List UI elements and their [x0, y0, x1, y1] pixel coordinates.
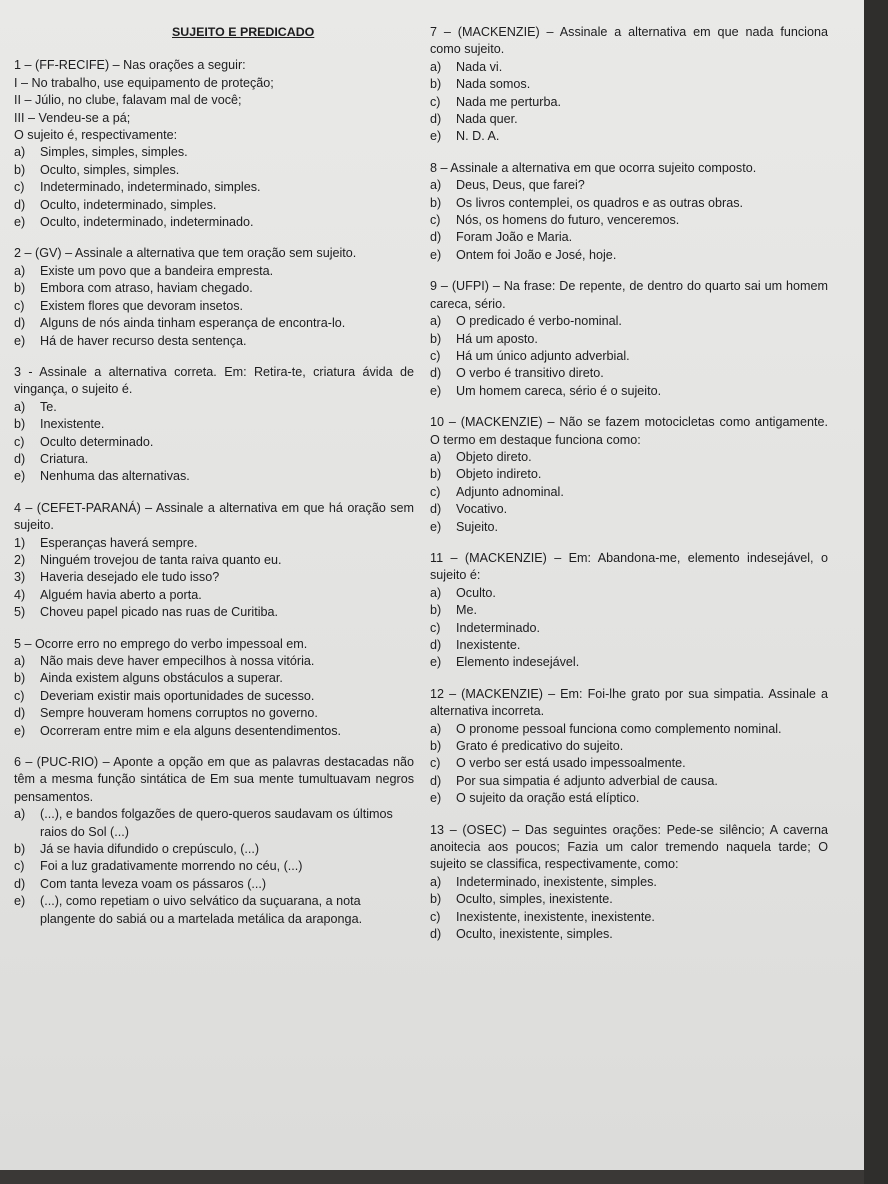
option-text: Choveu papel picado nas ruas de Curitiba. [40, 605, 279, 620]
option-text: Nada somos. [456, 77, 531, 92]
question-gap [430, 812, 828, 822]
option-letter: b) [14, 842, 26, 857]
option-text: Por sua simpatia é adjunto adverbial de causa. [456, 773, 718, 788]
option-letter: e) [430, 655, 442, 670]
option-text: Oculto, simples, inexistente. [456, 892, 613, 907]
question-left-1 [14, 57, 414, 231]
option-text: Indeterminado. [456, 620, 541, 635]
question-stem: 1 – (FF-RECIFE) – Nas orações a seguir: [14, 58, 246, 73]
answer-option [430, 790, 828, 807]
answer-option [430, 76, 828, 93]
answer-option [14, 298, 414, 315]
option-letter: c) [14, 180, 25, 195]
answer-option [14, 434, 414, 451]
question-right-1 [430, 24, 828, 146]
option-letter: d) [430, 927, 442, 942]
answer-option [430, 891, 828, 908]
option-text: (...), como repetiam o uivo selvático da suçuarana, a nota plangente do sabiá ou a martelada metálica da araponga. [40, 894, 363, 926]
question-left-2 [14, 245, 414, 349]
background-edge [864, 0, 888, 1184]
answer-option [14, 552, 414, 569]
question-stem: 3 - Assinale a alternativa correta. Em: Retira-te, criatura ávida de vingança, o sujeito é. [14, 364, 414, 397]
answer-option [430, 365, 828, 382]
option-letter: b) [14, 162, 26, 177]
option-text: Oculto, inexistente, simples. [456, 927, 613, 942]
option-letter: 5) [14, 605, 26, 620]
answer-option [14, 214, 414, 231]
question-stem: 2 – (GV) – Assinale a alternativa que tem oração sem sujeito. [14, 246, 357, 261]
option-letter: a) [14, 807, 26, 822]
answer-option [14, 670, 414, 687]
answer-option [430, 585, 828, 602]
answer-option [14, 587, 414, 604]
option-letter: d) [14, 876, 26, 891]
question-gap [430, 150, 828, 160]
option-text: O verbo é transitivo direto. [456, 366, 604, 381]
answer-option [430, 738, 828, 755]
answer-option [430, 331, 828, 348]
question-left-5 [14, 636, 414, 740]
option-letter: d) [430, 773, 442, 788]
question-stem: 10 – (MACKENZIE) – Não se fazem motocicletas como antigamente. O termo em destaque funciona como: [430, 415, 828, 447]
option-text: Te. [40, 399, 57, 414]
question-stem: II – Júlio, no clube, falavam mal de você; [14, 93, 242, 108]
answer-option [14, 162, 414, 179]
answer-option [14, 841, 414, 858]
question-gap [430, 268, 828, 278]
option-letter: c) [430, 484, 441, 499]
question-right-4 [430, 414, 828, 536]
option-text: Vocativo. [456, 502, 508, 517]
option-letter: e) [430, 519, 442, 534]
option-text: Indeterminado, indeterminado, simples. [40, 180, 261, 195]
option-letter: c) [430, 213, 441, 228]
option-letter: d) [430, 502, 442, 517]
answer-option [430, 313, 828, 330]
option-text: Foi a luz gradativamente morrendo no céu, (...) [40, 859, 303, 874]
option-text: Haveria desejado ele tudo isso? [40, 570, 220, 585]
option-letter: b) [14, 417, 26, 432]
answer-option [430, 773, 828, 790]
answer-option [14, 858, 414, 875]
option-text: Oculto. [456, 585, 496, 600]
option-text: O predicado é verbo-nominal. [456, 314, 622, 329]
option-text: (...), e bandos folgazões de quero-queros saudavam os últimos raios do Sol (...) [40, 807, 393, 839]
answer-option [430, 229, 828, 246]
option-letter: d) [430, 638, 442, 652]
option-text: O verbo ser está usado impessoalmente. [456, 756, 686, 771]
option-text: Deveriam existir mais oportunidades de sucesso. [40, 688, 315, 703]
option-letter: c) [430, 909, 441, 924]
answer-option [430, 466, 828, 483]
answer-option [430, 111, 828, 128]
answer-option [14, 263, 414, 280]
answer-option [14, 197, 414, 214]
option-letter: a) [14, 399, 26, 414]
option-text: Há um aposto. [456, 331, 538, 346]
question-stem: 4 – (CEFET-PARANÁ) – Assinale a alternativa em que há oração sem sujeito. [14, 500, 414, 533]
answer-option [14, 893, 414, 928]
answer-option [14, 535, 414, 552]
option-letter: a) [430, 449, 442, 464]
question-gap [14, 354, 414, 364]
option-text: Sujeito. [456, 519, 499, 534]
answer-option [430, 247, 828, 264]
option-letter: e) [430, 383, 442, 398]
option-letter: d) [430, 366, 442, 381]
option-letter: e) [430, 791, 442, 806]
answer-option [14, 569, 414, 586]
option-letter: e) [14, 894, 26, 909]
option-text: Não mais deve haver empecilhos à nossa vitória. [40, 654, 315, 668]
option-letter: c) [14, 688, 25, 703]
answer-option [14, 876, 414, 893]
option-text: Ontem foi João e José, hoje. [456, 247, 617, 262]
option-text: Inexistente. [456, 638, 521, 652]
option-letter: a) [14, 263, 26, 278]
question-gap [430, 404, 828, 414]
answer-option [14, 399, 414, 416]
answer-option [14, 705, 414, 722]
page-title: SUJEITO E PREDICADO [172, 25, 315, 39]
option-text: Oculto, indeterminado, simples. [40, 197, 217, 212]
option-text: Nada vi. [456, 59, 503, 74]
option-letter: a) [430, 178, 442, 193]
question-gap [14, 744, 414, 754]
option-text: Objeto direto. [456, 449, 532, 464]
question-stem: 7 – (MACKENZIE) – Assinale a alternativa em que nada funciona como sujeito. [430, 25, 828, 57]
option-text: Os livros contemplei, os quadros e as outras obras. [456, 195, 743, 210]
option-letter: a) [14, 145, 26, 160]
option-letter: b) [430, 892, 442, 907]
option-text: Alguém havia aberto a porta. [40, 587, 202, 602]
option-letter: b) [430, 331, 442, 346]
answer-option [14, 179, 414, 196]
option-text: Nenhuma das alternativas. [40, 469, 190, 484]
answer-option [14, 653, 414, 670]
question-stem: 13 – (OSEC) – Das seguintes orações: Pede-se silêncio; A caverna anoitecia aos poucos; Fazia um calor tremendo naquela tarde; O sujeito se classifica, respectivamente, como: [430, 822, 828, 872]
answer-option [14, 451, 414, 468]
answer-option [430, 654, 828, 671]
option-letter: e) [430, 247, 442, 262]
option-letter: b) [430, 77, 442, 92]
question-stem: 8 – Assinale a alternativa em que ocorra sujeito composto. [430, 160, 757, 175]
answer-option [14, 144, 414, 161]
option-text: Inexistente, inexistente, inexistente. [456, 909, 655, 924]
option-letter: c) [14, 859, 25, 874]
option-text: N. D. A. [456, 129, 500, 144]
option-text: Objeto indireto. [456, 467, 542, 482]
option-text: Existe um povo que a bandeira empresta. [40, 263, 274, 278]
option-text: Elemento indesejável. [456, 655, 580, 670]
question-right-2 [430, 160, 828, 264]
option-text: Embora com atraso, haviam chegado. [40, 281, 253, 296]
option-text: Criatura. [40, 451, 89, 466]
question-gap [430, 540, 828, 550]
answer-option [430, 501, 828, 518]
question-left-4 [14, 500, 414, 622]
option-letter: c) [14, 434, 25, 449]
option-letter: c) [430, 756, 441, 771]
answer-option [430, 59, 828, 76]
question-left-3 [14, 364, 414, 486]
option-letter: b) [430, 603, 442, 618]
answer-option [430, 348, 828, 365]
answer-option [430, 926, 828, 943]
answer-option [430, 620, 828, 637]
question-stem: 12 – (MACKENZIE) – Em: Foi-lhe grato por sua simpatia. Assinale a alternativa incorreta. [430, 686, 828, 719]
option-text: Oculto determinado. [40, 434, 154, 449]
answer-option [430, 94, 828, 111]
option-text: Deus, Deus, que farei? [456, 178, 585, 193]
option-letter: d) [430, 230, 442, 245]
option-letter: a) [430, 585, 442, 600]
question-stem: 9 – (UFPI) – Na frase: De repente, de dentro do quarto sai um homem careca, sério. [430, 279, 828, 311]
answer-option [430, 909, 828, 926]
answer-option [430, 874, 828, 891]
answer-option [430, 721, 828, 738]
question-gap [14, 235, 414, 245]
option-text: Nada me perturba. [456, 94, 562, 109]
option-text: Ninguém trovejou de tanta raiva quanto eu. [40, 552, 282, 567]
answer-option [430, 755, 828, 772]
option-text: Há um único adjunto adverbial. [456, 348, 630, 363]
answer-option [430, 449, 828, 466]
answer-option [14, 468, 414, 485]
answer-option [430, 177, 828, 194]
option-letter: d) [430, 112, 442, 127]
option-text: Ainda existem alguns obstáculos a superar. [40, 671, 283, 686]
option-letter: e) [14, 469, 26, 484]
option-letter: b) [430, 739, 442, 754]
option-letter: b) [430, 195, 442, 210]
option-letter: d) [14, 451, 26, 466]
option-letter: e) [14, 333, 26, 348]
option-text: Alguns de nós ainda tinham esperança de encontra-lo. [40, 316, 346, 331]
answer-option [14, 416, 414, 433]
option-letter: d) [14, 316, 26, 331]
option-text: Oculto, indeterminado, indeterminado. [40, 215, 254, 230]
option-text: Adjunto adnominal. [456, 484, 564, 499]
option-letter: a) [430, 874, 442, 889]
option-text: Esperanças haverá sempre. [40, 535, 198, 550]
question-stem: 5 – Ocorre erro no emprego do verbo impessoal em. [14, 636, 308, 651]
question-right-3 [430, 278, 828, 400]
option-letter: a) [430, 59, 442, 74]
option-letter: d) [14, 197, 26, 212]
question-right-6 [430, 686, 828, 808]
answer-option [14, 688, 414, 705]
answer-option [14, 806, 414, 841]
option-letter: 3) [14, 570, 26, 585]
right-column [430, 24, 828, 948]
option-letter: b) [430, 467, 442, 482]
option-text: Nada quer. [456, 112, 518, 127]
answer-option [430, 128, 828, 145]
option-text: Há de haver recurso desta sentença. [40, 333, 247, 348]
option-text: Um homem careca, sério é o sujeito. [456, 383, 662, 398]
option-text: Já se havia difundido o crepúsculo, (...) [40, 842, 260, 857]
question-gap [14, 490, 414, 500]
question-stem: I – No trabalho, use equipamento de proteção; [14, 75, 274, 90]
option-letter: a) [430, 721, 442, 736]
answer-option [430, 602, 828, 619]
option-text: Me. [456, 603, 477, 618]
question-right-5 [430, 550, 828, 672]
answer-option [430, 519, 828, 536]
option-letter: 4) [14, 587, 26, 602]
option-text: Indeterminado, inexistente, simples. [456, 874, 657, 889]
option-letter: b) [14, 671, 26, 686]
question-stem: O sujeito é, respectivamente: [14, 128, 178, 143]
option-text: Oculto, simples, simples. [40, 162, 180, 177]
option-letter: e) [14, 215, 26, 230]
question-stem: 6 – (PUC-RIO) – Aponte a opção em que as palavras destacadas não têm a mesma função sintática de Em sua mente tumultuavam negros pensamentos. [14, 755, 414, 804]
option-letter: 1) [14, 535, 26, 550]
option-text: Inexistente. [40, 417, 105, 432]
option-text: Sempre houveram homens corruptos no governo. [40, 706, 318, 721]
question-stem: III – Vendeu-se a pá; [14, 110, 131, 125]
option-letter: c) [14, 298, 25, 313]
answer-option [14, 280, 414, 297]
option-letter: 2) [14, 552, 26, 567]
option-text: Grato é predicativo do sujeito. [456, 739, 624, 754]
answer-option [14, 315, 414, 332]
option-text: Simples, simples, simples. [40, 145, 188, 160]
option-text: Ocorreram entre mim e ela alguns desentendimentos. [40, 723, 341, 738]
option-letter: d) [14, 706, 26, 721]
answer-option [14, 723, 414, 740]
question-gap [430, 676, 828, 686]
option-text: Nós, os homens do futuro, venceremos. [456, 213, 680, 228]
option-letter: a) [430, 314, 442, 329]
option-letter: c) [430, 620, 441, 635]
option-text: Foram João e Maria. [456, 230, 573, 245]
left-column [14, 24, 414, 932]
option-letter: e) [430, 129, 442, 144]
option-text: Existem flores que devoram insetos. [40, 298, 243, 313]
option-text: Com tanta leveza voam os pássaros (...) [40, 876, 267, 891]
question-left-6 [14, 754, 414, 928]
question-gap [14, 626, 414, 636]
option-letter: a) [14, 654, 26, 668]
question-stem: 11 – (MACKENZIE) – Em: Abandona-me, elemento indesejável, o sujeito é: [430, 550, 828, 583]
answer-option [14, 333, 414, 350]
answer-option [430, 212, 828, 229]
option-letter: b) [14, 281, 26, 296]
option-letter: c) [430, 348, 441, 363]
answer-option [14, 604, 414, 621]
answer-option [430, 195, 828, 212]
question-right-7 [430, 822, 828, 944]
answer-option [430, 383, 828, 400]
option-text: O pronome pessoal funciona como complemento nominal. [456, 721, 782, 736]
answer-option [430, 637, 828, 654]
option-letter: c) [430, 94, 441, 109]
option-text: O sujeito da oração está elíptico. [456, 791, 640, 806]
option-letter: e) [14, 723, 26, 738]
answer-option [430, 484, 828, 501]
